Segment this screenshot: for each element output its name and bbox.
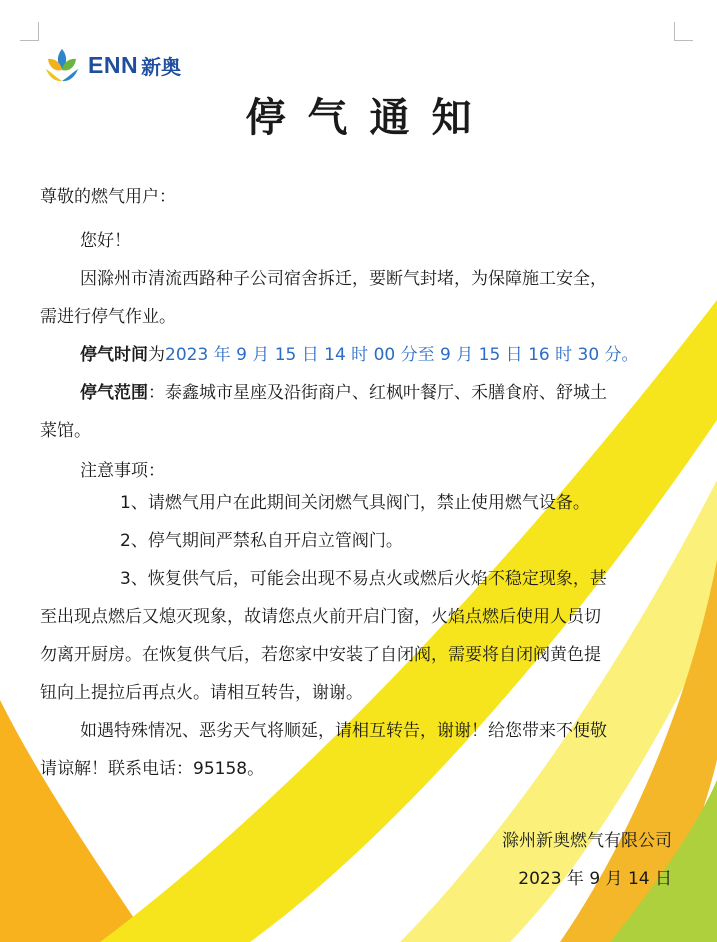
hello: 您好！: [80, 231, 131, 251]
outage-time-value: 2023 年 9 月 15 日 14 时 00 分至 9 月 15 日 16 时 30 分。: [165, 345, 639, 365]
greeting: 尊敬的燃气用户：: [40, 187, 176, 207]
signature-company: 滁州新奥燃气有限公司: [502, 831, 672, 851]
closing-line-2: 请谅解！联系电话：95158。: [40, 759, 265, 779]
note-3-line-2: 至出现点燃后又熄灭现象，故请您点火前开启门窗，火焰点燃后使用人员切: [40, 607, 601, 627]
closing-line-1: 如遇特殊情况、恶劣天气将顺延，请相互转告，谢谢！给您带来不便敬: [80, 721, 607, 741]
note-2: 2、停气期间严禁私自开启立管阀门。: [120, 531, 403, 551]
notice-title: 停气通知: [245, 95, 494, 141]
outage-time-label: 停气时间: [80, 345, 148, 365]
note-3-line-1: 3、恢复供气后，可能会出现不易点火或燃后火焰不稳定现象，甚: [120, 569, 607, 589]
outage-time-connector: 为: [148, 345, 165, 365]
reason-line-1: 因滁州市清流西路种子公司宿舍拆迁，要断气封堵，为保障施工安全，: [80, 269, 607, 289]
signature-date: 2023 年 9 月 14 日: [518, 869, 672, 889]
crop-mark-top-left: [20, 22, 39, 41]
outage-range-line-2: 菜馆。: [40, 421, 91, 441]
note-3-line-3: 勿离开厨房。在恢复供气后，若您家中安装了自闭阀，需要将自闭阀黄色提: [40, 645, 601, 665]
crop-mark-top-right: [674, 22, 693, 41]
logo-brand-cn-text: 新奥: [141, 54, 182, 79]
sunflower-logo-icon: [42, 45, 82, 85]
note-3-line-4: 钮向上提拉后再点火。请相互转告，谢谢。: [40, 683, 363, 703]
note-1: 1、请燃气用户在此期间关闭燃气具阀门，禁止使用燃气设备。: [120, 493, 590, 513]
outage-range-value-1: ：泰鑫城市星座及沿街商户、红枫叶餐厅、禾膳食府、舒城土: [148, 383, 607, 403]
notes-heading: 注意事项：: [80, 461, 165, 481]
outage-range: [80, 378, 607, 403]
logo-brand-text: ENN: [88, 51, 139, 78]
enn-logo: [42, 44, 181, 86]
outage-time: [80, 340, 639, 365]
outage-range-label: 停气范围: [80, 383, 148, 403]
reason-line-2: 需进行停气作业。: [40, 307, 176, 327]
